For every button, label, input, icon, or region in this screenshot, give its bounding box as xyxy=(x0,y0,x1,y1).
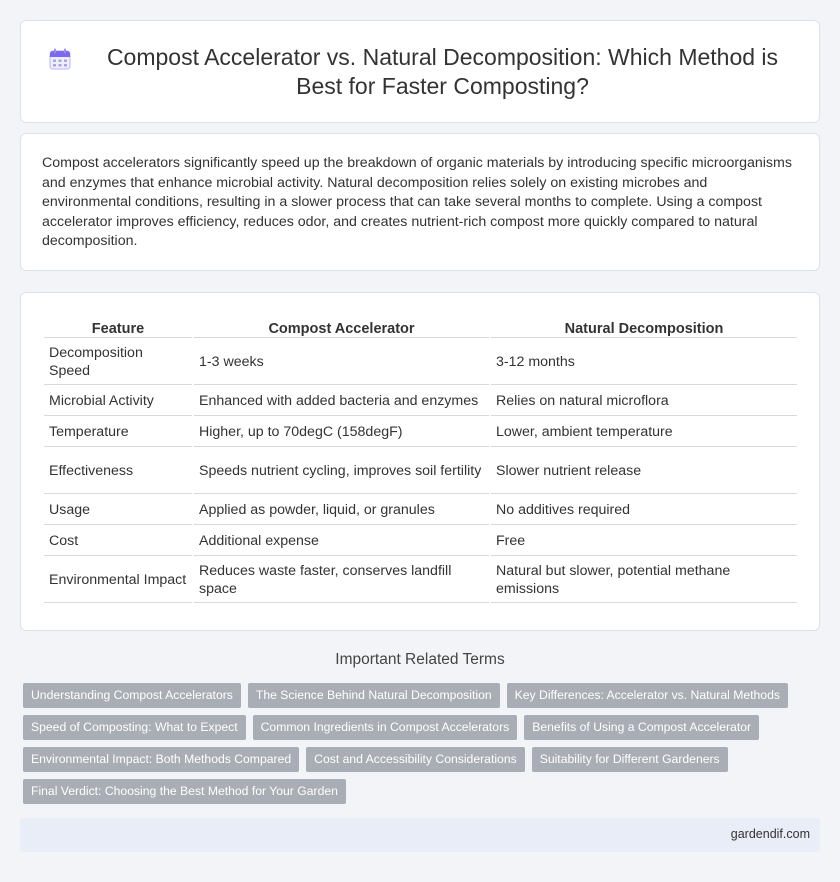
table-row xyxy=(44,449,797,494)
table-cell: Enhanced with added bacteria and enzymes xyxy=(194,387,489,416)
table-cell: Effectiveness xyxy=(44,449,192,494)
table-header-row xyxy=(44,316,797,338)
intro-card xyxy=(20,133,820,271)
intro-paragraph: Compost accelerators significantly speed up the breakdown of organic materials by introducing specific microorganisms and enzymes that enhance microbial activity. Natural decomposition relies solely on existing microbes and environmental conditions, resulting in a slower process that can take several months to complete. Using a compost accelerator improves efficiency, reduces odor, and creates nutrient-rich compost more quickly compared to natural decomposition. xyxy=(42,155,792,249)
table-row xyxy=(44,387,797,416)
related-term-tag[interactable]: Common Ingredients in Compost Accelerators xyxy=(253,715,518,740)
table-cell: Higher, up to 70degC (158degF) xyxy=(194,418,489,447)
comparison-card xyxy=(20,292,820,631)
table-row xyxy=(44,418,797,447)
header-card xyxy=(20,20,820,123)
table-cell: Additional expense xyxy=(194,527,489,556)
related-term-tag[interactable]: Environmental Impact: Both Methods Compared xyxy=(23,747,299,772)
table-cell: 3-12 months xyxy=(491,340,797,385)
column-header-natural-decomposition: Natural Decomposition xyxy=(491,316,797,338)
related-term-tag[interactable]: Benefits of Using a Compost Accelerator xyxy=(524,715,759,740)
table-cell: Free xyxy=(491,527,797,556)
table-cell: Usage xyxy=(44,496,192,525)
related-term-tag[interactable]: Speed of Composting: What to Expect xyxy=(23,715,246,740)
related-terms-list xyxy=(23,683,803,811)
table-cell: Environmental Impact xyxy=(44,558,192,603)
related-terms-heading: Important Related Terms xyxy=(335,651,505,668)
table-cell: Reduces waste faster, conserves landfill space xyxy=(194,558,489,603)
table-cell: Speeds nutrient cycling, improves soil fertility xyxy=(194,449,489,494)
related-term-tag[interactable]: Key Differences: Accelerator vs. Natural Methods xyxy=(507,683,788,708)
related-term-tag[interactable]: The Science Behind Natural Decomposition xyxy=(248,683,500,708)
table-cell: Decomposition Speed xyxy=(44,340,192,385)
table-cell: Natural but slower, potential methane emissions xyxy=(491,558,797,603)
footer-site-link[interactable]: gardendif.com xyxy=(730,827,810,841)
table-cell: Slower nutrient release xyxy=(491,449,797,494)
table-row xyxy=(44,340,797,385)
column-header-feature: Feature xyxy=(44,316,192,338)
table-cell: Microbial Activity xyxy=(44,387,192,416)
table-cell: Relies on natural microflora xyxy=(491,387,797,416)
table-cell: Lower, ambient temperature xyxy=(491,418,797,447)
table-cell: Temperature xyxy=(44,418,192,447)
related-term-tag[interactable]: Final Verdict: Choosing the Best Method for Your Garden xyxy=(23,779,346,804)
related-term-tag[interactable]: Suitability for Different Gardeners xyxy=(532,747,728,772)
related-term-tag[interactable]: Cost and Accessibility Considerations xyxy=(306,747,525,772)
table-cell: Cost xyxy=(44,527,192,556)
related-term-tag[interactable]: Understanding Compost Accelerators xyxy=(23,683,241,708)
table-cell: 1-3 weeks xyxy=(194,340,489,385)
calendar-icon xyxy=(48,47,72,71)
table-cell: Applied as powder, liquid, or granules xyxy=(194,496,489,525)
comparison-table xyxy=(42,314,799,605)
table-cell: No additives required xyxy=(491,496,797,525)
column-header-compost-accelerator: Compost Accelerator xyxy=(194,316,489,338)
table-row xyxy=(44,558,797,603)
page-title: Compost Accelerator vs. Natural Decomposition: Which Method is Best for Faster Composting? xyxy=(106,44,779,99)
footer xyxy=(20,818,820,852)
table-row xyxy=(44,527,797,556)
table-row xyxy=(44,496,797,525)
